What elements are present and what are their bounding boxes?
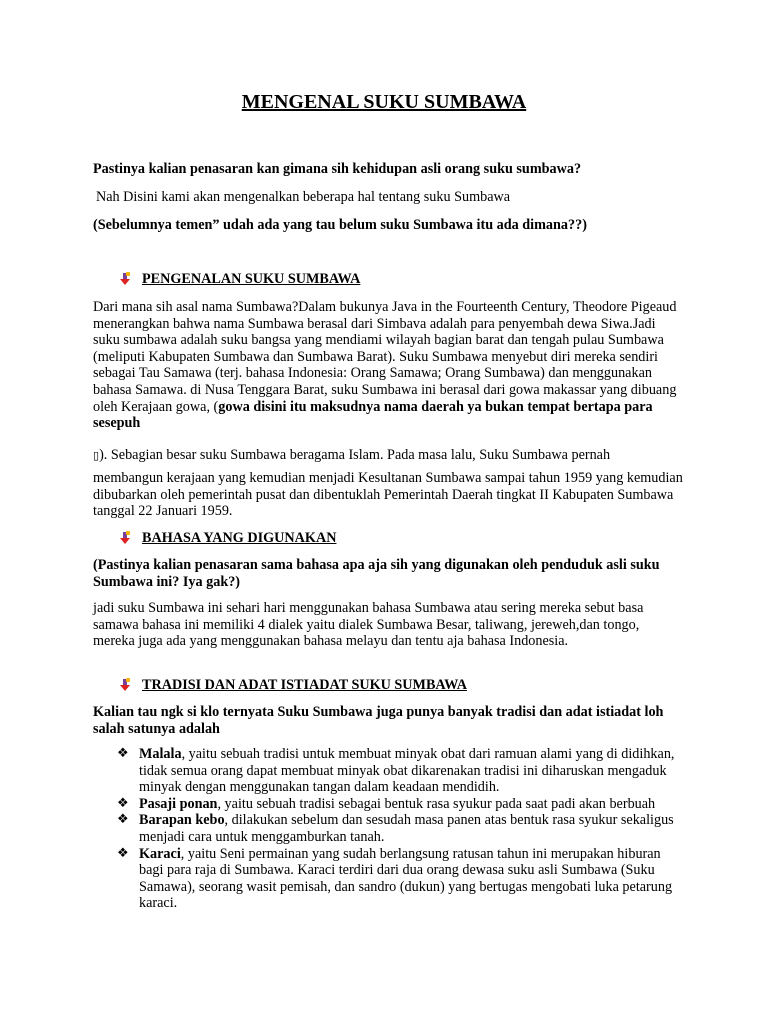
section-heading-label: TRADISI DAN ADAT ISTIADAT SUKU SUMBAWA bbox=[142, 677, 467, 693]
intro-line: Nah Disini kami akan mengenalkan beberapa hal tentang suku Sumbawa bbox=[96, 189, 511, 205]
bahasa-question: (Pastinya kalian penasaran sama bahasa apa aja sih yang digunakan oleh penduduk asli suku Sumbawa ini? Iya gak?) bbox=[93, 557, 660, 590]
list-item bbox=[93, 746, 687, 796]
paragraph-pengenalan bbox=[93, 299, 683, 432]
paragraph-kesultanan: membangun kerajaan yang kemudian menjadi Kesultanan Sumbawa sampai tahun 1959 yang kemudian dibubarkan oleh pemerintah pusat dan dibentuklah Pemerintah Daerah tingkat II Kabupaten Sumbawa tanggal 22 Januari 1959. bbox=[93, 470, 683, 520]
section-heading-label: BAHASA YANG DIGUNAKAN bbox=[142, 530, 337, 546]
item-term: Malala bbox=[139, 746, 182, 762]
item-term: Karaci bbox=[139, 845, 181, 862]
section-heading-bahasa bbox=[120, 530, 336, 547]
arrow-bullet-icon bbox=[120, 532, 130, 544]
section-heading-label: PENGENALAN SUKU SUMBAWA bbox=[142, 271, 361, 287]
list-item bbox=[93, 846, 687, 912]
paragraph-bold-text: gowa disini itu maksudnya nama daerah ya bukan tempat bertapa para sesepuh bbox=[93, 398, 653, 432]
arrow-bullet-icon bbox=[120, 273, 130, 285]
diamond-bullet-icon: ❖ bbox=[117, 812, 129, 828]
page-title: MENGENAL SUKU SUMBAWA bbox=[241, 91, 527, 113]
section-heading-pengenalan bbox=[120, 271, 360, 288]
paragraph-bahasa: jadi suku Sumbawa ini sehari hari menggunakan bahasa Sumbawa atau sering mereka sebut basa samawa bahasa ini memiliki 4 dialek yaitu dialek Sumbawa Besar, taliwang, jereweh,dan tongo, mereka juga ada yang menggunakan bahasa melayu dan tentu aja bahasa Indonesia. bbox=[93, 600, 644, 650]
item-text: , dilakukan sebelum dan sesudah masa panen atas bentuk rasa syukur sekaligus menjadi cara untuk menggamburkan tanah. bbox=[139, 812, 674, 845]
diamond-bullet-icon: ❖ bbox=[117, 845, 129, 861]
item-text: , yaitu sebuah tradisi untuk membuat minyak obat dari ramuan alami yang di didihkan, tidak semua orang dapat membuat minyak obat dikarenakan tradisi ini diharuskan mengaduk minyak dengan menggunakan tangan dalam keadaan mendidih. bbox=[139, 746, 675, 796]
paragraph-text: ). Sebagian besar suku Sumbawa beragama Islam. Pada masa lalu, Suku Sumbawa pernah bbox=[99, 447, 611, 463]
intro-question: Pastinya kalian penasaran kan gimana sih kehidupan asli orang suku sumbawa? bbox=[93, 161, 582, 177]
item-text: , yaitu Seni permainan yang sudah berlangsung ratusan tahun ini merupakan hiburan bagi para raja di Sumbawa. Karaci terdiri dari dua orang dewasa suku asli Sumbawa (Suku Samawa), seorang wasit pemisah, dan sandro (dukun) yang bertugas mengobati luka petarung karaci. bbox=[139, 845, 673, 912]
section-heading-tradisi bbox=[120, 677, 467, 694]
tradisi-intro: Kalian tau ngk si klo ternyata Suku Sumbawa juga punya banyak tradisi dan adat istiadat loh salah satunya adalah bbox=[93, 704, 664, 737]
arrow-bullet-icon bbox=[120, 679, 130, 691]
item-term: Barapan kebo bbox=[139, 812, 225, 829]
item-text: , yaitu sebuah tradisi sebagai bentuk rasa syukur pada saat padi akan berbuah bbox=[217, 795, 656, 812]
intro-note: (Sebelumnya temen” udah ada yang tau belum suku Sumbawa itu ada dimana??) bbox=[93, 217, 587, 233]
list-item bbox=[93, 796, 687, 813]
paragraph-text: Dari mana sih asal nama Sumbawa?Dalam bukunya Java in the Fourteenth Century, Theodore Pigeaud menerangkan bahwa nama Sumbawa berasal dari Simbava adalah para penyembah dewa Siwa.Jadi suku sumbawa adalah suku bangsa yang mendiami wilayah bagian barat dan tengah pulau Sumbawa (meliputi Kabupaten Sumbawa dan Sumbawa Barat). Suku Sumbawa menyebut diri mereka sendiri sebagai Tau Samawa (terj. bahasa Indonesia: Orang Samawa; Orang Sumbawa) dan menggunakan bahasa Samawa. di Nusa Tenggara Barat, suku Sumbawa ini berasal dari gowa makassar yang dibuang oleh Kerajaan gowa, ( bbox=[93, 299, 677, 415]
tradisi-list bbox=[93, 746, 687, 912]
tradisi-list-container bbox=[93, 746, 687, 912]
paragraph-agama bbox=[93, 447, 683, 465]
list-item bbox=[93, 812, 687, 845]
missing-glyph: ▯ bbox=[93, 449, 100, 462]
diamond-bullet-icon: ❖ bbox=[117, 795, 129, 811]
diamond-bullet-icon: ❖ bbox=[117, 746, 129, 761]
item-term: Pasaji ponan bbox=[139, 795, 218, 812]
